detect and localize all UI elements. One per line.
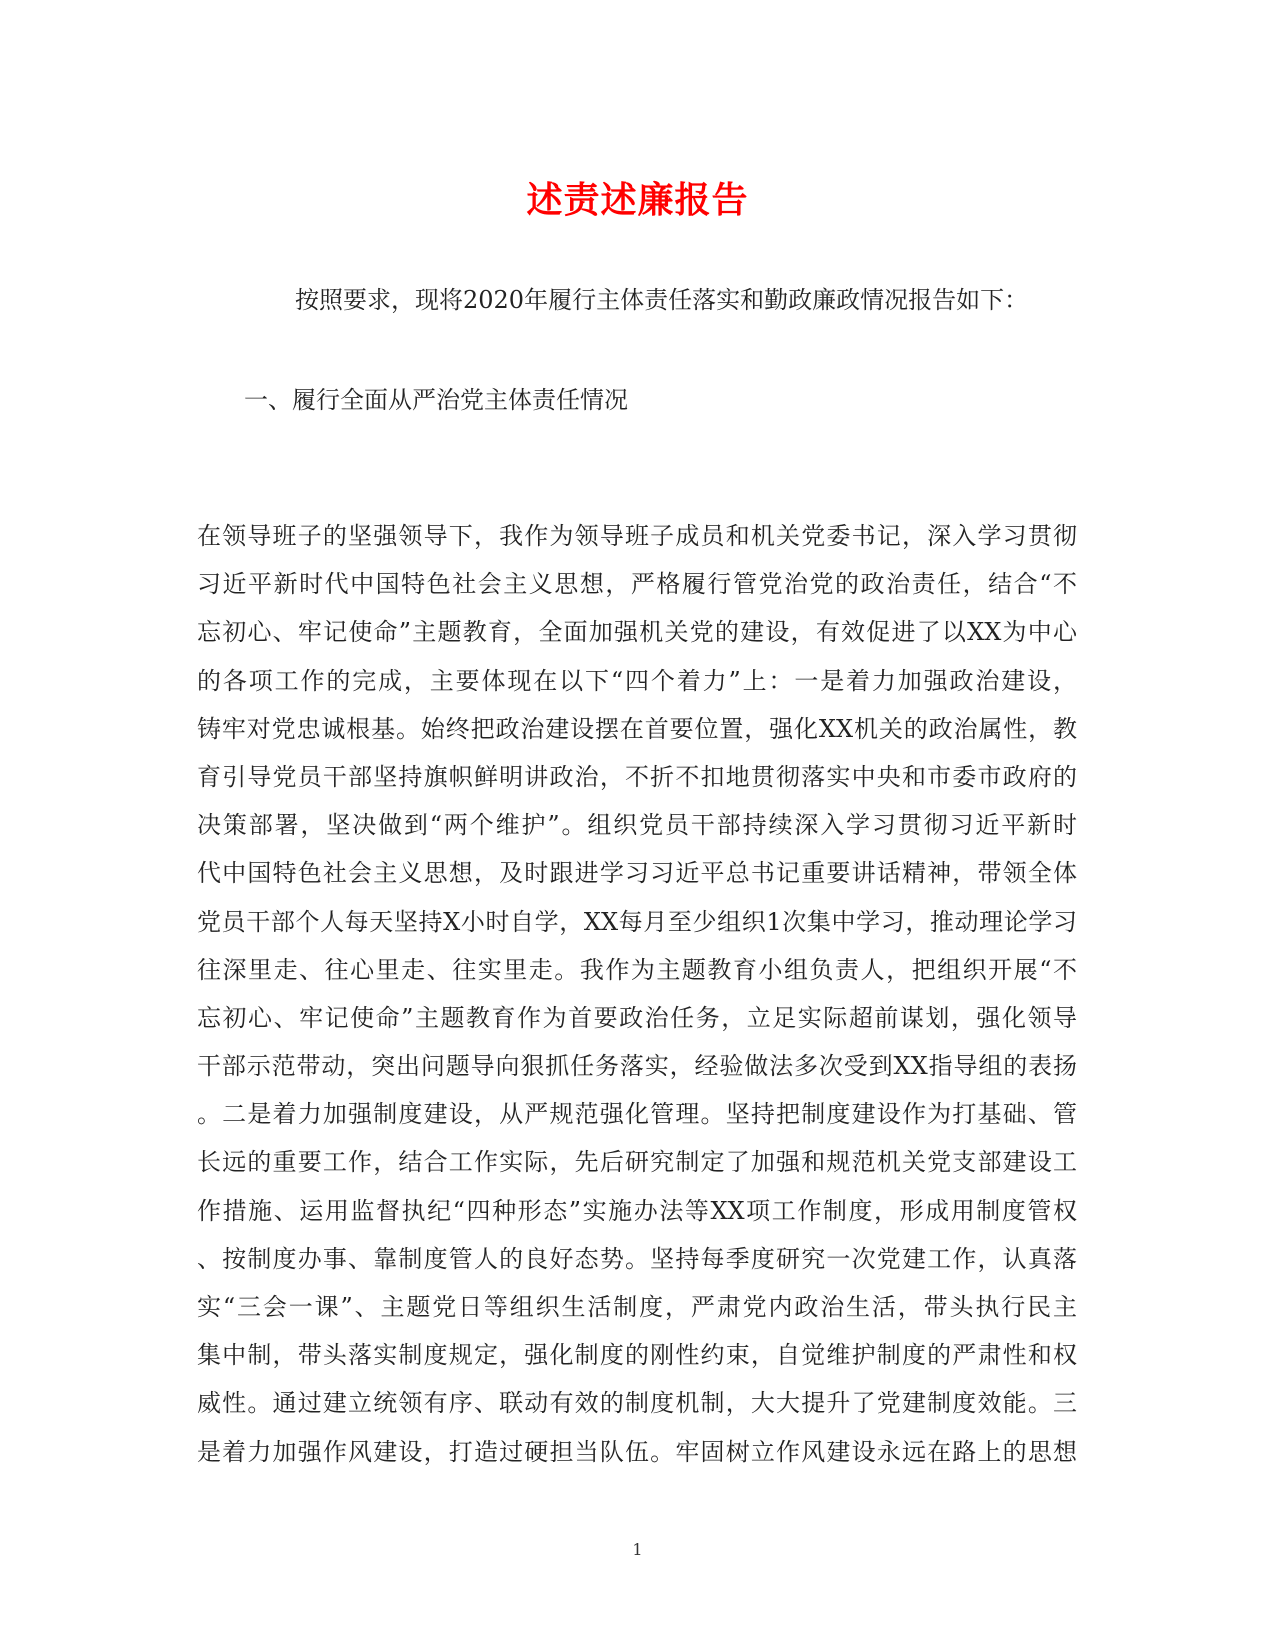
- body-line: 集中制，带头落实制度规定，强化制度的刚性约束，自觉维护制度的严肃性和权: [197, 1341, 1077, 1370]
- body-line: 的各项工作的完成，主要体现在以下“四个着力”上：一是着力加强政治建设，: [197, 666, 1077, 695]
- body-line: 、按制度办事、靠制度管人的良好态势。坚持每季度研究一次党建工作，认真落: [197, 1244, 1077, 1273]
- body-line: 铸牢对党忠诚根基。始终把政治建设摆在首要位置，强化XX机关的政治属性，教: [197, 714, 1077, 743]
- body-line: 党员干部个人每天坚持X小时自学，XX每月至少组织1次集中学习，推动理论学习: [197, 907, 1077, 936]
- body-line: 习近平新时代中国特色社会主义思想，严格履行管党治党的政治责任，结合“不: [197, 570, 1077, 599]
- body-line: 长远的重要工作，结合工作实际，先后研究制定了加强和规范机关党支部建设工: [197, 1148, 1077, 1177]
- intro-paragraph: 按照要求，现将2020年履行主体责任落实和勤政廉政情况报告如下：: [295, 286, 1029, 314]
- page-number: 1: [632, 1540, 643, 1559]
- body-line: 干部示范带动，突出问题导向狠抓任务落实，经验做法多次受到XX指导组的表扬: [197, 1052, 1077, 1081]
- body-paragraph: [197, 512, 1077, 1476]
- document-title: 述责述廉报告: [526, 179, 749, 221]
- body-line: 作措施、运用监督执纪“四种形态”实施办法等XX项工作制度，形成用制度管权: [197, 1196, 1077, 1225]
- body-line: 忘初心、牢记使命”主题教育，全面加强机关党的建设，有效促进了以XX为中心: [197, 618, 1077, 647]
- body-line: 是着力加强作风建设，打造过硬担当队伍。牢固树立作风建设永远在路上的思想: [197, 1437, 1077, 1466]
- body-line: 往深里走、往心里走、往实里走。我作为主题教育小组负责人，把组织开展“不: [197, 955, 1077, 984]
- body-line: 忘初心、牢记使命”主题教育作为首要政治任务，立足实际超前谋划，强化领导: [197, 1003, 1077, 1032]
- body-line: 代中国特色社会主义思想，及时跟进学习习近平总书记重要讲话精神，带领全体: [197, 859, 1077, 888]
- body-line: 决策部署，坚决做到“两个维护”。组织党员干部持续深入学习贯彻习近平新时: [197, 811, 1077, 840]
- body-line: 在领导班子的坚强领导下，我作为领导班子成员和机关党委书记，深入学习贯彻: [197, 522, 1077, 550]
- section-heading: 一、履行全面从严治党主体责任情况: [244, 386, 628, 414]
- body-line: 。二是着力加强制度建设，从严规范强化管理。坚持把制度建设作为打基础、管: [197, 1100, 1077, 1129]
- body-line: 威性。通过建立统领有序、联动有效的制度机制，大大提升了党建制度效能。三: [197, 1389, 1077, 1418]
- body-line: 育引导党员干部坚持旗帜鲜明讲政治，不折不扣地贯彻落实中央和市委市政府的: [197, 762, 1077, 791]
- body-line: 实“三会一课”、主题党日等组织生活制度，严肃党内政治生活，带头执行民主: [197, 1293, 1077, 1321]
